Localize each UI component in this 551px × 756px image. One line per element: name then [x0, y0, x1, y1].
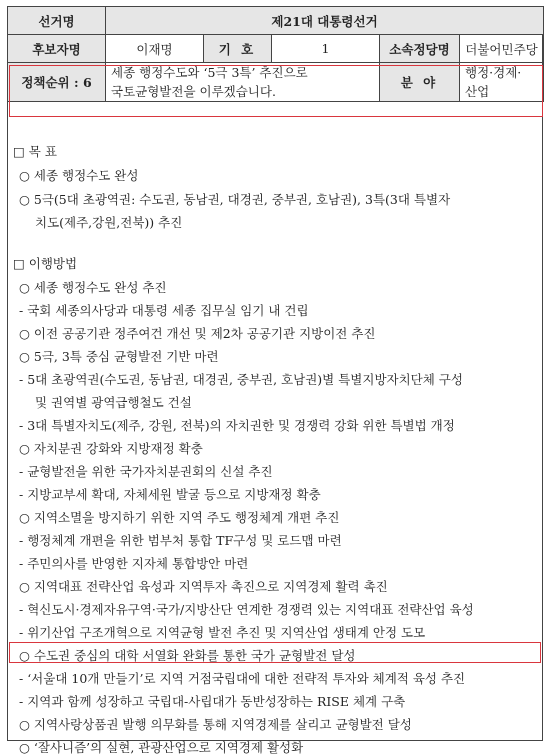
- party-label: 소속정당명: [380, 35, 460, 63]
- method-subitem: - 지역과 함께 성장하고 국립대-사립대가 동반성장하는 RISE 체계 구축: [19, 694, 406, 709]
- policy-title-line-1: 세종 행정수도와 ‘5극 3특’ 추진으로: [111, 65, 308, 80]
- method-subitem: - 지방교부세 확대, 자체세원 발굴 등으로 지방재정 확충: [19, 487, 321, 502]
- candidate-value: 이재명: [106, 35, 204, 63]
- policy-title-line-2: 국토균형발전을 이루겠습니다.: [111, 84, 276, 99]
- field-value: [460, 63, 544, 102]
- policy-rank: 정책순위 : 6: [8, 63, 106, 102]
- field-label: 분 야: [380, 63, 460, 102]
- election-value: 제21대 대통령선거: [106, 7, 544, 35]
- pledge-header-table: [7, 6, 544, 102]
- goal-item: ○ 세종 행정수도 완성: [19, 168, 139, 183]
- method-subitem: - 주민의사를 반영한 지자체 통합방안 마련: [19, 556, 249, 571]
- field-value-line-1: 행정·경제·: [465, 65, 522, 80]
- method-item: ○ 세종 행정수도 완성 추진: [19, 280, 167, 295]
- method-subitem: - 5대 초광역권(수도권, 동남권, 대경권, 중부권, 호남권)별 특별지방자치단체 구성: [19, 372, 463, 387]
- method-item: ○ 지역대표 전략산업 육성과 지역투자 촉진으로 지역경제 활력 촉진: [19, 579, 388, 594]
- method-item: ○ 5극, 3특 중심 균형발전 기반 마련: [19, 349, 219, 364]
- method-subitem: - 행정체계 개편을 위한 범부처 통합 TF구성 및 로드맵 마련: [19, 533, 342, 548]
- method-item-highlighted: ○ 수도권 중심의 대학 서열화 완화를 통한 국가 균형발전 달성: [19, 648, 356, 663]
- number-value: 1: [272, 35, 380, 63]
- goal-item: ○ 5극(5대 초광역권: 수도권, 동남권, 대경권, 중부권, 호남권), 3특(3대 특별자: [19, 192, 451, 207]
- methods-heading: □ 이행방법: [13, 256, 78, 271]
- candidate-label: 후보자명: [8, 35, 106, 63]
- party-value: 더불어민주당: [460, 35, 544, 63]
- method-item: ○ 지역사랑상품권 발행 의무화를 통해 지역경제를 살리고 균형발전 달성: [19, 717, 412, 732]
- method-item: ○ ‘잘사니즘’의 실현, 관광산업으로 지역경제 활성화: [19, 740, 304, 755]
- goal-item-continued: 치도(제주,강원,전북)) 추진: [35, 215, 183, 230]
- method-item: ○ 자치분권 강화와 지방재정 확충: [19, 441, 203, 456]
- method-subitem: - 균형발전을 위한 국가자치분권회의 신설 추진: [19, 464, 273, 479]
- field-value-line-2: 산업: [465, 84, 490, 99]
- policy-title: [106, 63, 380, 102]
- goals-heading: □ 목 표: [13, 144, 57, 159]
- pledge-document: [7, 6, 543, 755]
- method-subitem: - 국회 세종의사당과 대통령 세종 집무실 임기 내 건립: [19, 303, 309, 318]
- method-item: ○ 이전 공공기관 정주여건 개선 및 제2차 공공기관 지방이전 추진: [19, 326, 376, 341]
- method-subitem: - ‘서울대 10개 만들기’로 지역 거점국립대에 대한 전략적 투자와 체계적 육성 추진: [19, 671, 466, 686]
- election-label: 선거명: [8, 7, 106, 35]
- method-subitem: - 혁신도시·경제자유구역·국가/지방산단 연계한 경쟁력 있는 지역대표 전략산업 육성: [19, 602, 474, 617]
- method-subitem-continued: 및 권역별 광역급행철도 건설: [35, 395, 192, 410]
- method-item: ○ 지역소멸을 방지하기 위한 지역 주도 행정체계 개편 추진: [19, 510, 340, 525]
- number-label: 기 호: [204, 35, 272, 63]
- method-subitem: - 위기산업 구조개혁으로 지역균형 발전 추진 및 지역산업 생태계 안정 도모: [19, 625, 426, 640]
- method-subitem: - 3대 특별자치도(제주, 강원, 전북)의 자치권한 및 경쟁력 강화 위한 특별법 개정: [19, 418, 455, 433]
